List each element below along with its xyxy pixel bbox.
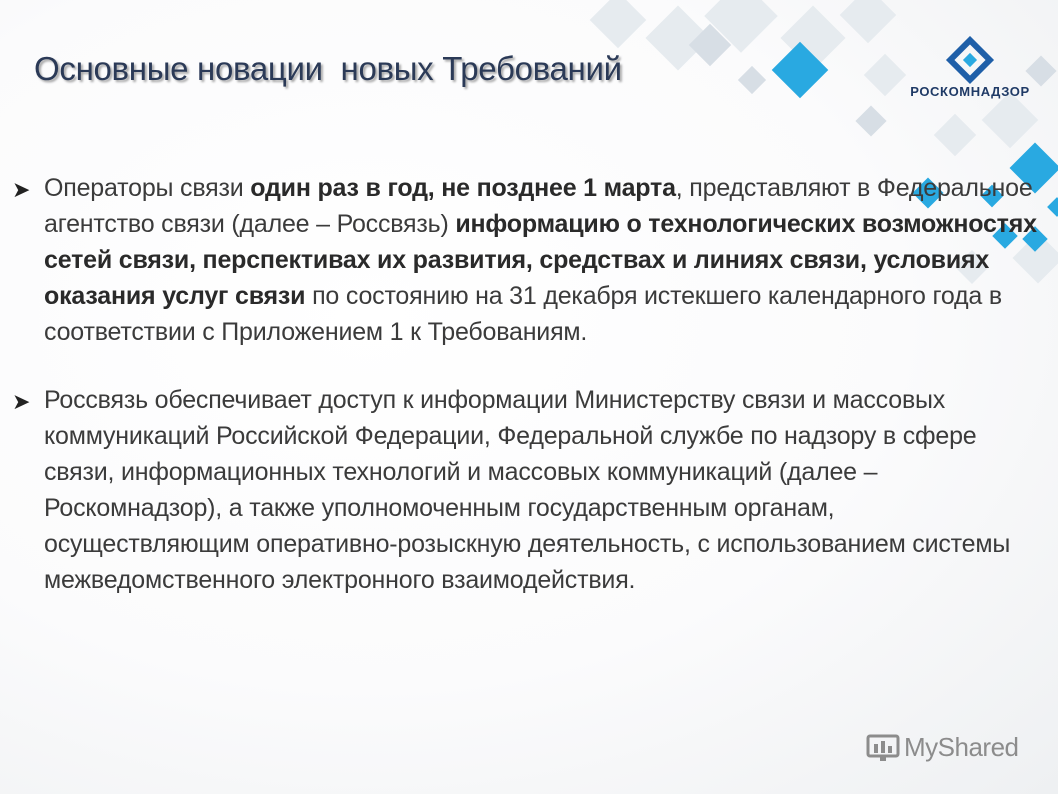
bullet-2-text: Россвязь обеспечивает доступ к информации Министерству связи и массовых коммуникаций Российской Федерации, Федеральной службе по надзору в сфере связи, информационных технологий и массовых коммуникаций (далее – Роскомнадзор), а также уполномоченным государственным органам, осуществляющим оперативно-розыскную деятельность, с использованием системы межведомственного электронного взаимодействия. <box>44 386 1011 594</box>
bullet-1-text-1: Операторы связи <box>44 174 251 202</box>
watermark-text: MyShared <box>904 732 1019 762</box>
bullet-1-text-2: , представляют в Федеральное агентство связи (далее – Россвязь) <box>44 174 1033 238</box>
bullet-1-bold-info: информацию о технологических возможностях сетей связи, перспективах их развития, средствах и линиях связи, условиях оказания услуг связи <box>44 210 1037 310</box>
arrow-bullet-icon: ➤ <box>12 177 31 202</box>
myshared-icon <box>866 732 900 764</box>
arrow-bullet-icon: ➤ <box>12 389 31 414</box>
logo-org-name: РОСКОМНАДЗОР <box>910 84 1030 99</box>
bullet-list <box>12 170 1042 630</box>
bullet-item-1 <box>12 170 1042 350</box>
bullet-1-bold-deadline: один раз в год, не позднее 1 марта <box>250 174 676 202</box>
slide-title: Основные новации новых Требований <box>34 50 622 87</box>
bullet-item-2 <box>12 382 1042 598</box>
bullet-1-text-3: по состоянию на 31 декабря истекшего календарного года в соответствии с Приложением 1 к Требованиям. <box>44 282 1002 346</box>
